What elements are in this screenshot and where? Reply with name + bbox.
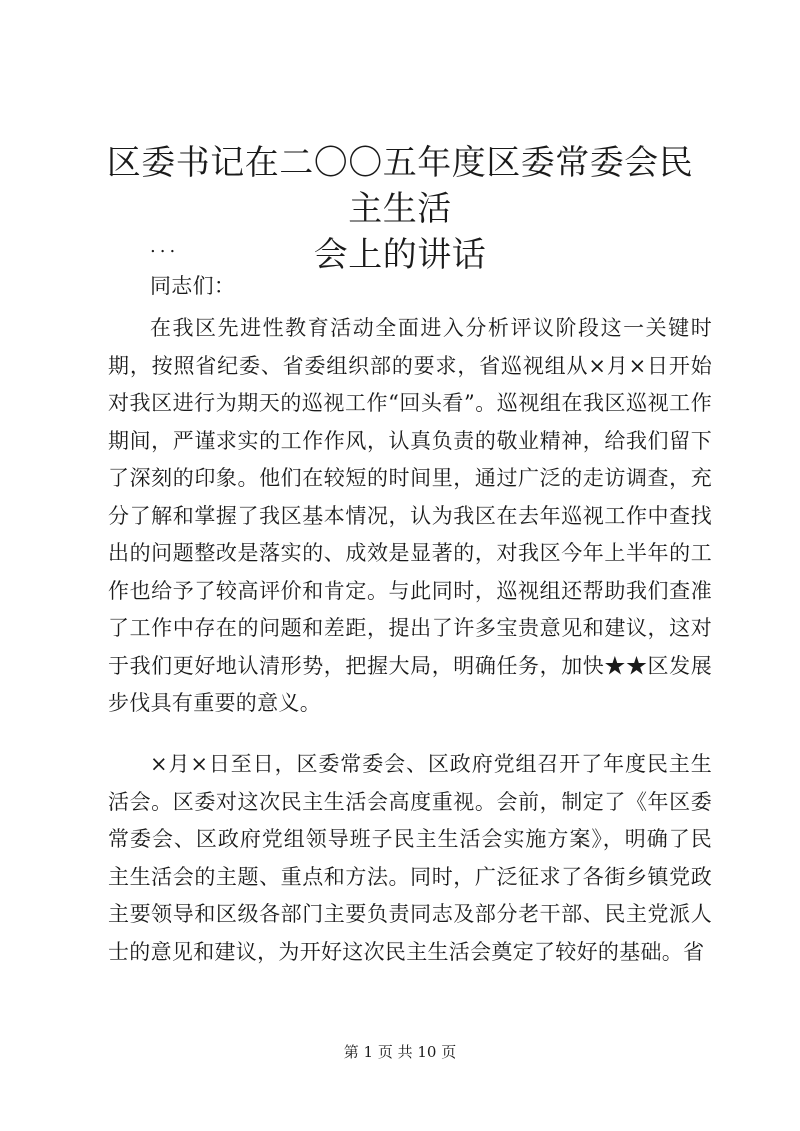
title-line-2: 会上的讲话 — [313, 235, 487, 275]
page-footer: 第 1 页 共 10 页 — [343, 1043, 457, 1061]
title-line-1: 区委书记在二〇〇五年度区委常委会民主生活 — [106, 143, 694, 229]
salutation: 同志们： — [150, 274, 236, 298]
ellipsis-marker: ... — [150, 236, 180, 257]
paragraph-1: 在我区先进性教育活动全面进入分析评议阶段这一关键时期，按照省纪委、省委组织部的要求，省巡视组从×月×日开始对我区进行为期天的巡视工作“回头看”。巡视组在我区巡视工作期间，严谨求实的工作作风，认真负责的敬业精神，给我们留下了深刻的印象。他们在较短的时间里，通过广泛的走访调查，充分了解和掌握了我区基本情况，认为我区在去年巡视工作中查找出的问题整改是落实的、成效是显著的，对我区今年上半年的工作也给予了较高评价和肯定。与此同时，巡视组还帮助我们查准了工作中存在的问题和差距，提出了许多宝贵意见和建议，这对于我们更好地认清形势，把握大局，明确任务，加快★★区发展步伐具有重要的意义。 — [108, 316, 712, 715]
document-title — [100, 140, 700, 278]
paragraph-2: ×月×日至日，区委常委会、区政府党组召开了年度民主生活会。区委对这次民主生活会高度重视。会前，制定了《年区委常委会、区政府党组领导班子民主生活会实施方案》，明确了民主生活会的主题、重点和方法。同时，广泛征求了各街乡镇党政主要领导和区级各部门主要负责同志及部分老干部、民主党派人士的意见和建议，为开好这次民主生活会奠定了较好的基础。省 — [108, 752, 712, 964]
